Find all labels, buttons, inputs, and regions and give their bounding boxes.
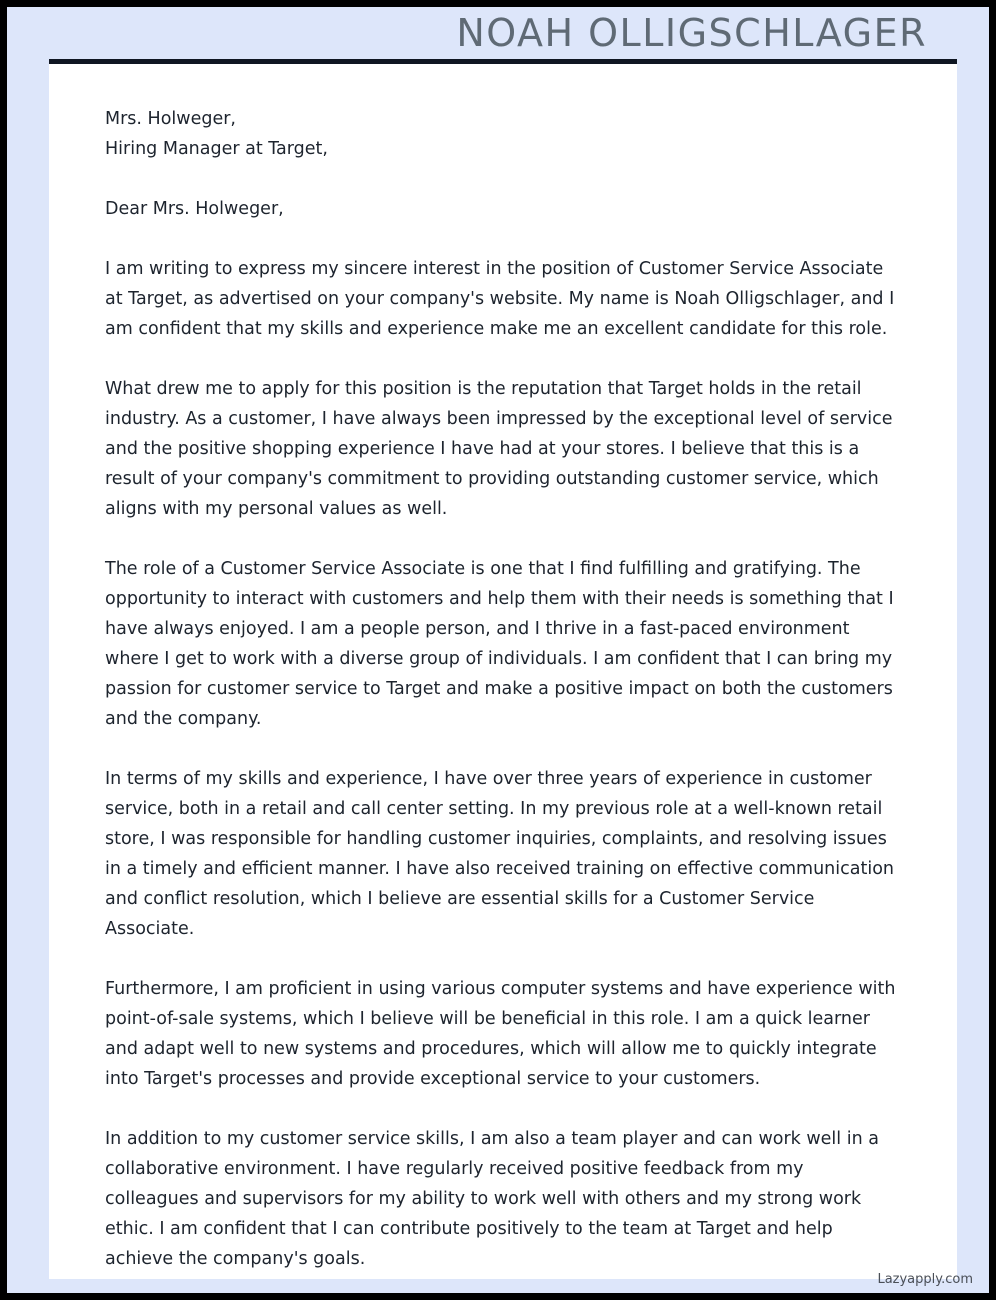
document-header [7,7,989,59]
spacer [105,164,901,194]
spacer [105,224,901,254]
paragraph: What drew me to apply for this position is the reputation that Target holds in the retail industry. As a customer, I have always been impressed by the exceptional level of service and the positive shopping experience I have had at your stores. I believe that this is a result of your company's commitment to providing outstanding customer service, which aligns with my personal values as well. [105,379,893,519]
paragraph: The role of a Customer Service Associate is one that I find fulfilling and gratifying. The opportunity to interact with customers and help them with their needs is something that I have always enjoyed. I am a people person, and I thrive in a fast-paced environment where I get to work with a diverse group of individuals. I am confident that I can bring my passion for customer service to Target and make a positive impact on both the customers and the company. [105,559,894,729]
paragraph: In addition to my customer service skills, I am also a team player and can work well in a collaborative environment. I have regularly received positive feedback from my colleagues and supervisors for my ability to work well with others and my strong work ethic. I am confident that I can contribute positively to the team at Target and help achieve the company's goals. [105,1129,879,1269]
paragraph: In terms of my skills and experience, I have over three years of experience in customer service, both in a retail and call center setting. In my previous role at a well-known retail store, I was responsible for handling customer inquiries, complaints, and resolving issues in a timely and efficient manner. I have also received training on effective communication and conflict resolution, which I believe are essential skills for a Customer Service Associate. [105,769,894,939]
recipient-address-block [105,104,901,164]
salutation: Dear Mrs. Holweger, [105,199,284,219]
recipient-name: Mrs. Holweger, [105,109,236,129]
recipient-title: Hiring Manager at Target, [105,139,328,159]
page-title: NOAH OLLIGSCHLAGER [456,11,927,55]
cover-letter-sheet [49,59,957,1279]
paragraph: I am writing to express my sincere interest in the position of Customer Service Associate at Target, as advertised on your company's website. My name is Noah Olligschlager, and I am confident that my skills and experience make me an excellent candidate for this role. [105,259,895,339]
paragraph: Furthermore, I am proficient in using various computer systems and have experience with point-of-sale systems, which I believe will be beneficial in this role. I am a quick learner and adapt well to new systems and procedures, which will allow me to quickly integrate into Target's processes and provide exceptional service to your customers. [105,979,896,1089]
cover-letter-body [49,64,957,1274]
watermark-label: Lazyapply.com [877,1272,973,1287]
